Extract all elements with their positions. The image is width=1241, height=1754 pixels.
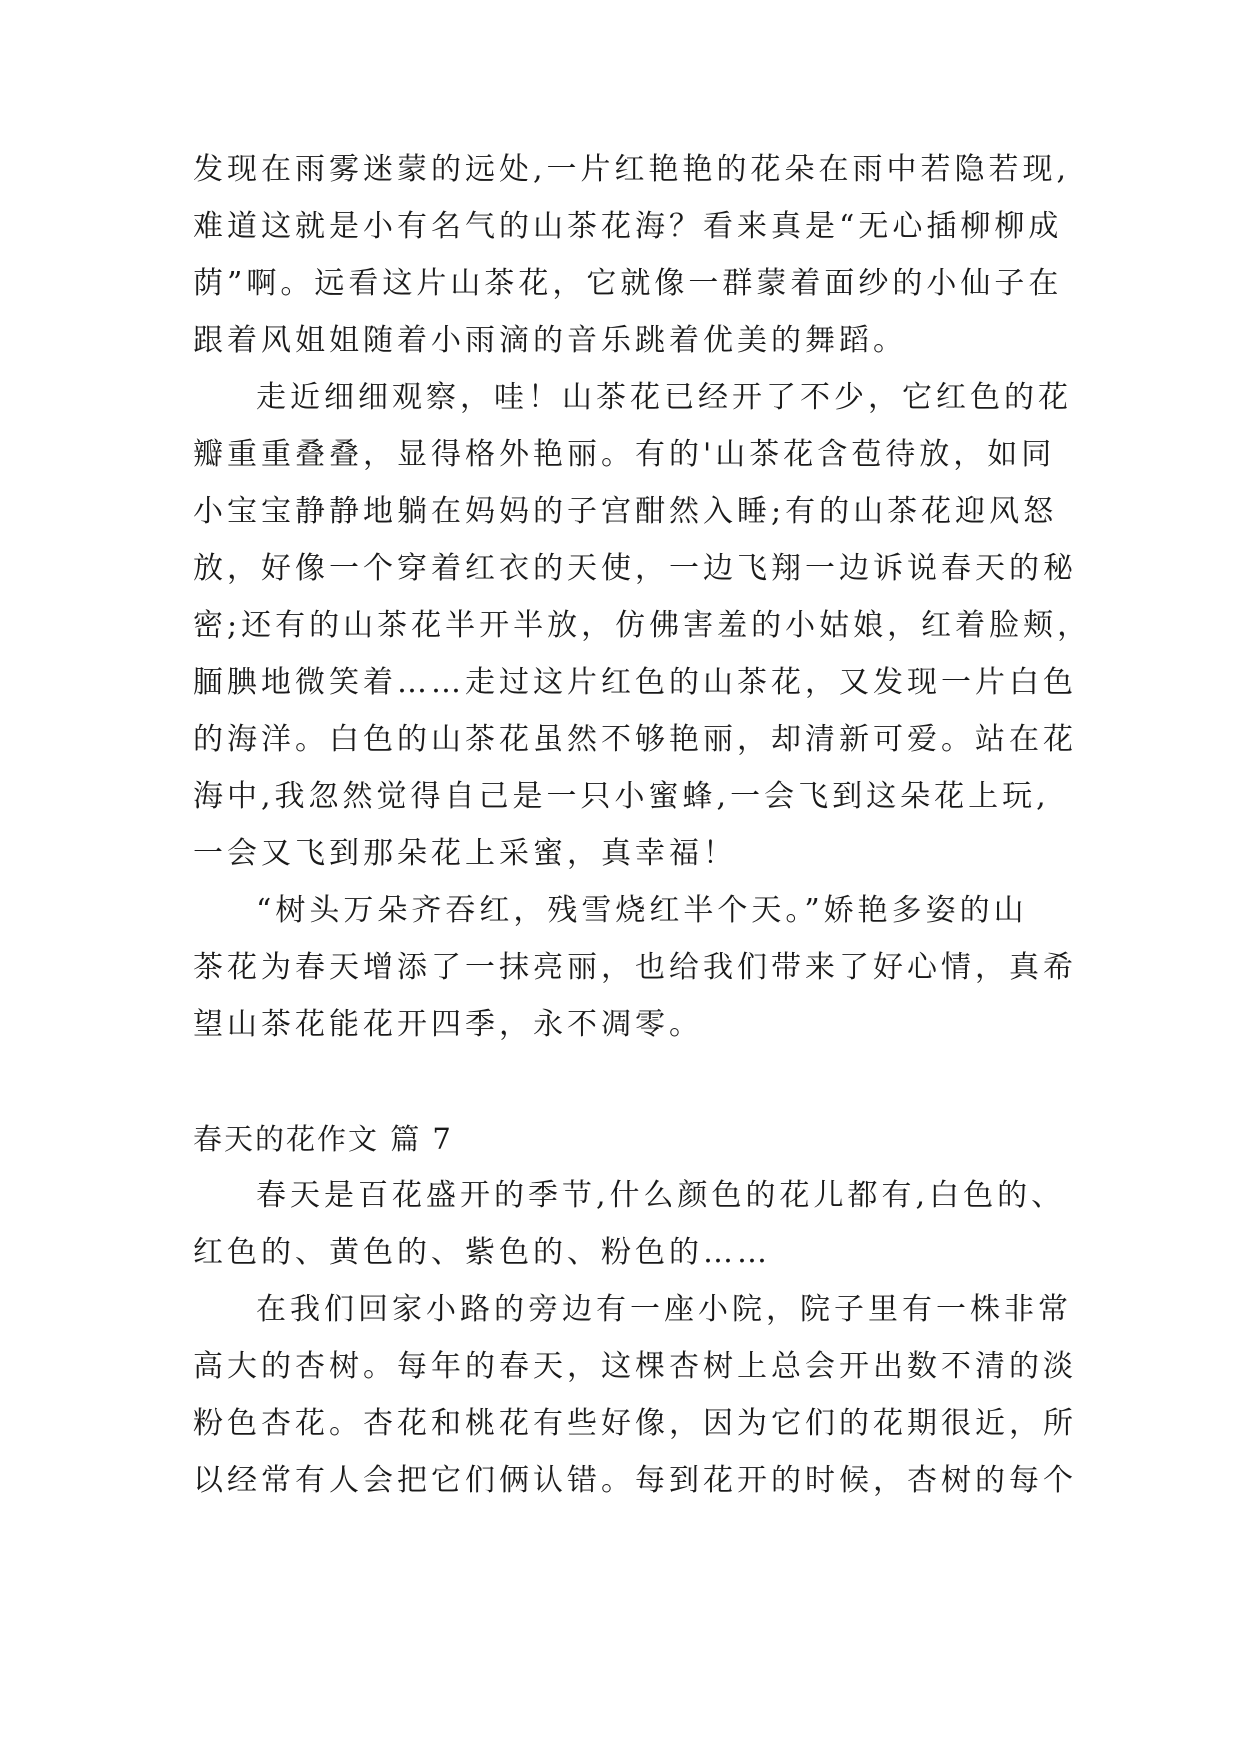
text-line: 一会又飞到那朵花上采蜜，真幸福！: [193, 836, 737, 871]
text-line: 跟着风姐姐随着小雨滴的音乐跳着优美的舞蹈。: [193, 323, 907, 358]
text-line: 在我们回家小路的旁边有一座小院，院子里有一株非常: [256, 1292, 1072, 1327]
text-line: “树头万朵齐吞红，残雪烧红半个天。”娇艳多姿的山: [256, 893, 1028, 928]
text-line: 瓣重重叠叠，显得格外艳丽。有的'山茶花含苞待放，如同: [193, 437, 1056, 472]
text-line: 粉色杏花。杏花和桃花有些好像，因为它们的花期很近，所: [193, 1406, 1077, 1441]
text-line: 难道这就是小有名气的山茶花海？看来真是“无心插柳柳成: [193, 209, 1063, 244]
text-line: 茶花为春天增添了一抹亮丽，也给我们带来了好心情，真希: [193, 950, 1077, 985]
text-line: 放，好像一个穿着红衣的天使，一边飞翔一边诉说春天的秘: [193, 551, 1077, 586]
section-heading: 春天的花作文 篇 7: [193, 1122, 453, 1156]
text-line: 春天是百花盛开的季节,什么颜色的花儿都有,白色的、: [256, 1178, 1066, 1213]
text-line: 荫”啊。远看这片山茶花，它就像一群蒙着面纱的小仙子在: [193, 266, 1063, 301]
text-line: 走近细细观察，哇！山茶花已经开了不少，它红色的花: [256, 380, 1072, 415]
text-line: 的海洋。白色的山茶花虽然不够艳丽，却清新可爱。站在花: [193, 722, 1077, 757]
text-line: 望山茶花能花开四季，永不凋零。: [193, 1007, 703, 1042]
text-line: 小宝宝静静地躺在妈妈的子宫酣然入睡;有的山茶花迎风怒: [193, 494, 1058, 529]
text-line: 海中,我忽然觉得自己是一只小蜜蜂,一会飞到这朵花上玩,: [193, 779, 1050, 814]
text-line: 密;还有的山茶花半开半放，仿佛害羞的小姑娘，红着脸颊，: [193, 608, 1092, 643]
text-line: 发现在雨雾迷蒙的远处,一片红艳艳的花朵在雨中若隐若现,: [193, 152, 1071, 187]
text-line: 以经常有人会把它们俩认错。每到花开的时候，杏树的每个: [193, 1463, 1077, 1498]
text-line: 红色的、黄色的、紫色的、粉色的……: [193, 1235, 771, 1270]
text-line: 腼腆地微笑着……走过这片红色的山茶花，又发现一片白色: [193, 665, 1077, 700]
text-line: 高大的杏树。每年的春天，这棵杏树上总会开出数不清的淡: [193, 1349, 1077, 1384]
